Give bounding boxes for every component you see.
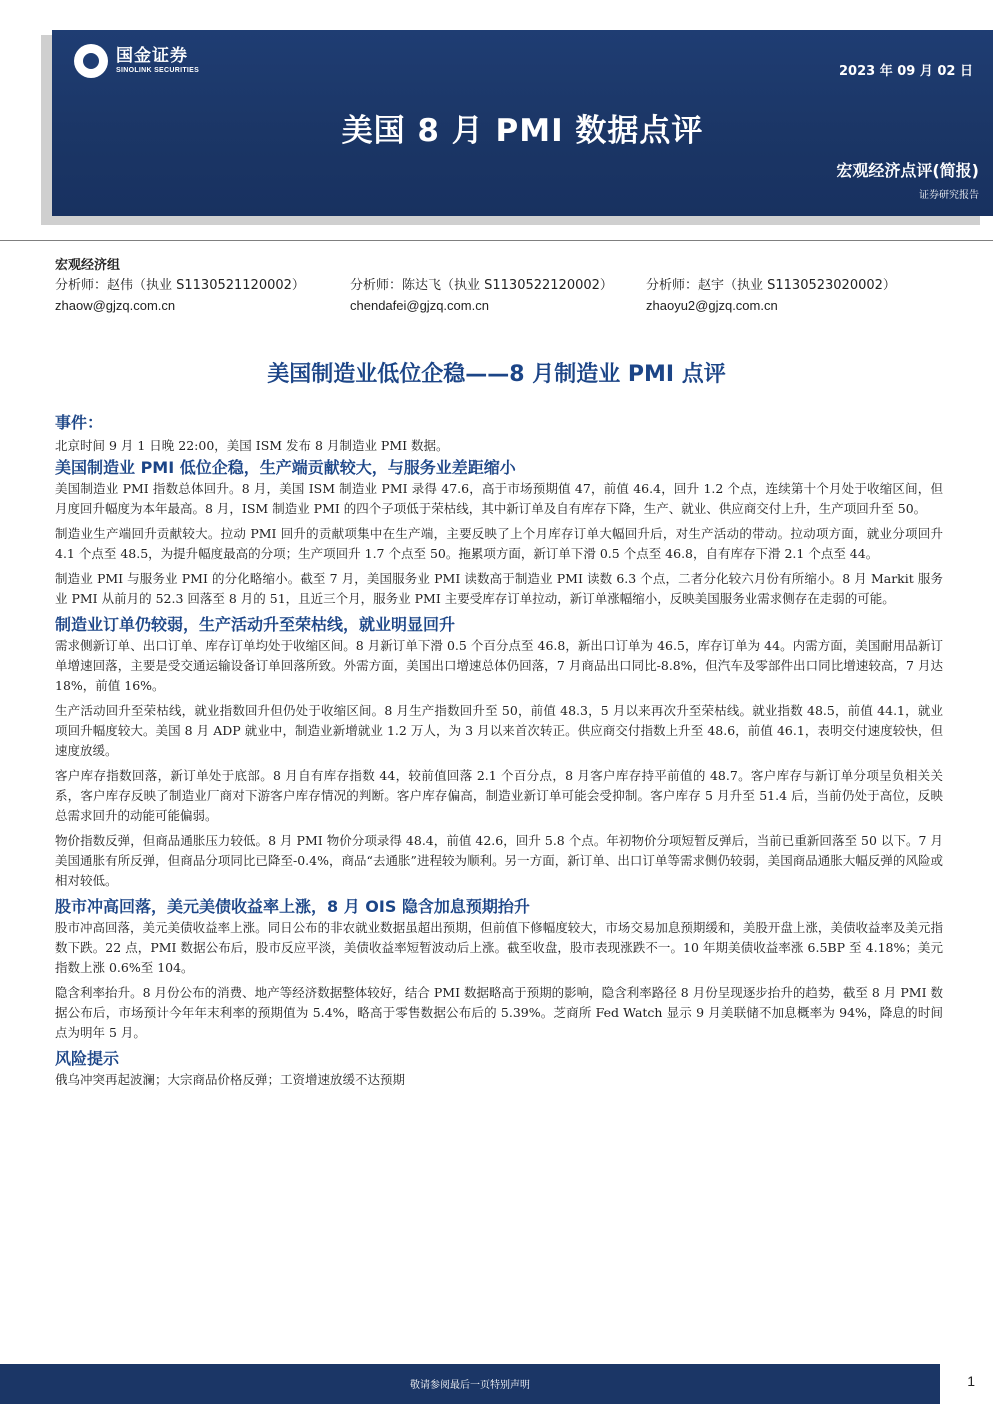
page-number: 1: [967, 1373, 975, 1389]
analyst-info: [55, 256, 955, 316]
disclaimer-note: 敬请参阅最后一页特别声明: [410, 1380, 530, 1391]
paragraph: 物价指数反弹，但商品通胀压力较低。8 月 PMI 物价分项录得 48.4，前值 42.6，回升 5.8 个点。年初物价分项短暂反弹后，当前已重新回落至 50 以下。7 月美国通胀有所反弹，但商品分项同比已降至-0.4%，商品“去通胀”进程较为顺利。另一方面，新订单、出口订单等需求侧仍较弱，美国商品通胀大幅反弹的风险或相对较低。: [55, 833, 943, 888]
report-category: 证券研究报告: [919, 190, 979, 201]
report-type: 宏观经济点评(简报): [836, 161, 979, 180]
logo-icon: [74, 44, 108, 78]
report-date: 2023 年 09 月 02 日: [839, 64, 973, 79]
report-body: [55, 412, 943, 1095]
logo-name-cn: 国金证券: [116, 46, 188, 66]
report-subtitle: 美国制造业低位企稳——8 月制造业 PMI 点评: [267, 362, 726, 387]
section-heading-event: 事件：: [55, 413, 104, 432]
paragraph: 制造业生产端回升贡献较大。拉动 PMI 回升的贡献项集中在生产端，主要反映了上个月库存订单大幅回升后，对生产活动的带动。拉动项方面，就业分项回升 4.1 个点至 48.5，为提升幅度最高的分项；生产项回升 1.7 个点至 50。拖累项方面，新订单下滑 0.5 个点至 46.8，自有库存下滑 2.1 个点至 44。: [55, 526, 943, 561]
report-header: [52, 30, 993, 216]
logo-name-en: SINOLINK SECURITIES: [116, 67, 200, 74]
section-heading-2: 制造业订单仍较弱，生产活动升至荣枯线，就业明显回升: [55, 615, 456, 634]
paragraph: 隐含利率抬升。8 月份公布的消费、地产等经济数据整体较好，结合 PMI 数据略高于预期的影响，隐含利率路径 8 月份呈现逐步抬升的趋势，截至 8 月 PMI 数据公布后，市场预计今年年末利率的预期值为 5.4%，略高于零售数据公布后的 5.39%。芝商所 Fed Watch 显示 9 月美联储不加息概率为 94%，降息的时间点为明年 5 月。: [55, 985, 943, 1040]
analyst-1-email[interactable]: zhaow@gjzq.com.cn: [55, 298, 176, 313]
paragraph: 北京时间 9 月 1 日晚 22:00，美国 ISM 发布 8 月制造业 PMI 数据。: [55, 438, 449, 453]
section-heading-risk: 风险提示: [55, 1049, 120, 1068]
divider: [0, 240, 993, 241]
paragraph: 股市冲高回落，美元美债收益率上涨。同日公布的非农就业数据虽超出预期，但前值下修幅度较大，市场交易加息预期缓和，美股开盘上涨，美债收益率及美元指数下跌。22 点，PMI 数据公布后，股市反应平淡，美债收益率短暂波动后上涨。截至收盘，股市表现涨跌不一。10 年期美债收益率涨 6.5BP 至 4.18%；美元指数上涨 0.6%至 104。: [55, 920, 943, 975]
analyst-1: 分析师：赵伟（执业 S1130521120002）: [55, 278, 305, 293]
paragraph: 美国制造业 PMI 指数总体回升。8 月，美国 ISM 制造业 PMI 录得 47.6，高于市场预期值 47，前值 46.4，回升 1.2 个点，连续第十个月处于收缩区间，但月度回升幅度为本年最高。8 月，ISM 制造业 PMI 的四个子项低于荣枯线，其中新订单及自有库存下降，生产、就业、供应商交付上升，生产项回升至 50。: [55, 481, 943, 516]
paragraph: 客户库存指数回落，新订单处于底部。8 月自有库存指数 44，较前值回落 2.1 个百分点，8 月客户库存持平前值的 48.7。客户库存与新订单分项呈负相关关系，客户库存反映了制造业厂商对下游客户库存情况的判断。客户库存偏高，制造业新订单可能会受抑制。客户库存 5 月升至 51.4 后，当前仍处于高位，反映总需求回升的动能可能偏弱。: [55, 768, 943, 823]
analyst-2: 分析师：陈达飞（执业 S1130522120002）: [350, 278, 613, 293]
company-logo: [74, 44, 199, 78]
paragraph: 需求侧新订单、出口订单、库存订单均处于收缩区间。8 月新订单下滑 0.5 个百分点至 46.8，新出口订单为 46.5，库存订单为 44。内需方面，美国耐用品新订单增速回落，主要是受交通运输设备订单回落所致。外需方面，美国出口增速总体仍回落，7 月商品出口同比-8.8%，但汽车及零部件出口同比增速较高，7 月达 18%，前值 16%。: [55, 638, 943, 693]
analyst-3: 分析师：赵宇（执业 S1130523020002）: [646, 278, 896, 293]
paragraph: 制造业 PMI 与服务业 PMI 的分化略缩小。截至 7 月，美国服务业 PMI 读数高于制造业 PMI 读数 6.3 个点，二者分化较六月份有所缩小。8 月 Markit 服务业 PMI 从前月的 52.3 回落至 8 月的 51，且近三个月，服务业 PMI 主要受库存订单拉动，新订单涨幅缩小，反映美国服务业需求侧存在走弱的可能。: [55, 571, 943, 606]
paragraph: 俄乌冲突再起波澜；大宗商品价格反弹；工资增速放缓不达预期: [55, 1072, 406, 1087]
section-heading-3: 股市冲高回落，美元美债收益率上涨，8 月 OIS 隐含加息预期抬升: [55, 897, 530, 916]
section-heading-1: 美国制造业 PMI 低位企稳，生产端贡献较大，与服务业差距缩小: [55, 458, 516, 477]
page-title: 美国 8 月 PMI 数据点评: [341, 113, 704, 149]
team-name: 宏观经济组: [55, 258, 121, 273]
analyst-2-email[interactable]: chendafei@gjzq.com.cn: [350, 298, 489, 313]
analyst-3-email[interactable]: zhaoyu2@gjzq.com.cn: [646, 298, 778, 313]
paragraph: 生产活动回升至荣枯线，就业指数回升但仍处于收缩区间。8 月生产指数回升至 50，前值 48.3，5 月以来再次升至荣枯线。就业指数 48.5，前值 44.1，就业项回升幅度较大。美国 8 月 ADP 就业中，制造业新增就业 1.2 万人，为 3 月以来首次转正。供应商交付指数上升至 48.6，前值 46.1，表明交付速度较快，但速度放缓。: [55, 703, 943, 758]
